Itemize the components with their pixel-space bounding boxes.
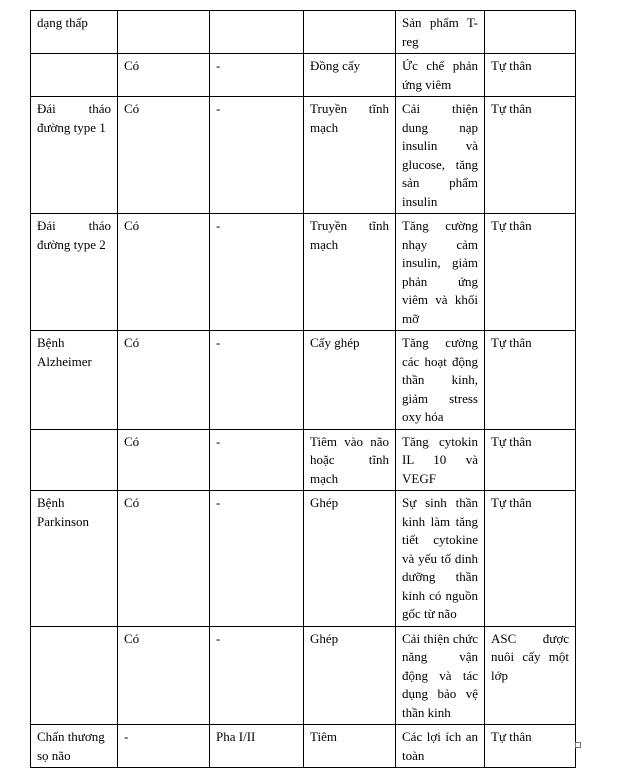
cell-method: Tiêm (304, 725, 396, 768)
cell-disease: dạng thấp (31, 11, 118, 54)
cell-col3: - (210, 429, 304, 491)
cell-method (304, 11, 396, 54)
cell-col2: Có (118, 491, 210, 627)
data-table (30, 10, 576, 768)
cell-col3: - (210, 54, 304, 97)
cell-col2: Có (118, 214, 210, 331)
cell-effect: Sự sinh thần kinh làm tăng tiết cytokine và yếu tố dinh dưỡng thần kinh có nguồn gốc từ não (396, 491, 485, 627)
cell-method: Ghép (304, 626, 396, 725)
cell-disease (31, 54, 118, 97)
cell-col3: - (210, 626, 304, 725)
table-row (31, 331, 576, 430)
cell-effect: Sản phẩm T-reg (396, 11, 485, 54)
cell-disease (31, 429, 118, 491)
cell-col2: Có (118, 97, 210, 214)
cell-col3: - (210, 331, 304, 430)
cell-effect: Tăng cường nhạy cảm insulin, giảm phản ứng viêm và khối mỡ (396, 214, 485, 331)
table-row (31, 11, 576, 54)
table-row (31, 491, 576, 627)
cell-col3: - (210, 97, 304, 214)
cell-method: Tiêm vào não hoặc tĩnh mạch (304, 429, 396, 491)
cell-disease (31, 626, 118, 725)
cell-col2 (118, 11, 210, 54)
cell-source: Tự thân (485, 725, 576, 768)
table-row (31, 429, 576, 491)
table-row (31, 54, 576, 97)
cell-disease: Bệnh Parkinson (31, 491, 118, 627)
cell-method: Ghép (304, 491, 396, 627)
table-row (31, 214, 576, 331)
cell-effect: Tăng cytokin IL 10 và VEGF (396, 429, 485, 491)
cell-source: Tự thân (485, 331, 576, 430)
cell-col2: Có (118, 429, 210, 491)
table-row (31, 97, 576, 214)
table-resize-handle[interactable] (575, 742, 581, 748)
cell-col2: Có (118, 331, 210, 430)
cell-effect: Tăng cường các hoạt động thần kinh, giảm stress oxy hóa (396, 331, 485, 430)
cell-col2: Có (118, 626, 210, 725)
cell-col3: - (210, 214, 304, 331)
cell-disease: Chấn thương sọ não (31, 725, 118, 768)
cell-source (485, 11, 576, 54)
table-row (31, 626, 576, 725)
cell-source: Tự thân (485, 491, 576, 627)
cell-source: Tự thân (485, 214, 576, 331)
cell-col3: Pha I/II (210, 725, 304, 768)
cell-col3 (210, 11, 304, 54)
cell-source: Tự thân (485, 429, 576, 491)
cell-col2: Có (118, 54, 210, 97)
cell-disease: Bệnh Alzheimer (31, 331, 118, 430)
cell-effect: Các lợi ích an toàn (396, 725, 485, 768)
cell-method: Đồng cấy (304, 54, 396, 97)
cell-source: ASC được nuôi cấy một lớp (485, 626, 576, 725)
cell-source: Tự thân (485, 97, 576, 214)
cell-method: Truyền tĩnh mạch (304, 214, 396, 331)
cell-disease: Đái tháo đường type 1 (31, 97, 118, 214)
table-row (31, 725, 576, 768)
cell-method: Truyền tĩnh mạch (304, 97, 396, 214)
cell-col3: - (210, 491, 304, 627)
cell-source: Tự thân (485, 54, 576, 97)
cell-col2: - (118, 725, 210, 768)
cell-effect: Cải thiện chức năng vận động và tác dụng bảo vệ thần kinh (396, 626, 485, 725)
cell-method: Cấy ghép (304, 331, 396, 430)
cell-disease: Đái tháo đường type 2 (31, 214, 118, 331)
cell-effect: Ức chế phản ứng viêm (396, 54, 485, 97)
cell-effect: Cải thiện dung nạp insulin và glucose, tăng sản phẩm insulin (396, 97, 485, 214)
